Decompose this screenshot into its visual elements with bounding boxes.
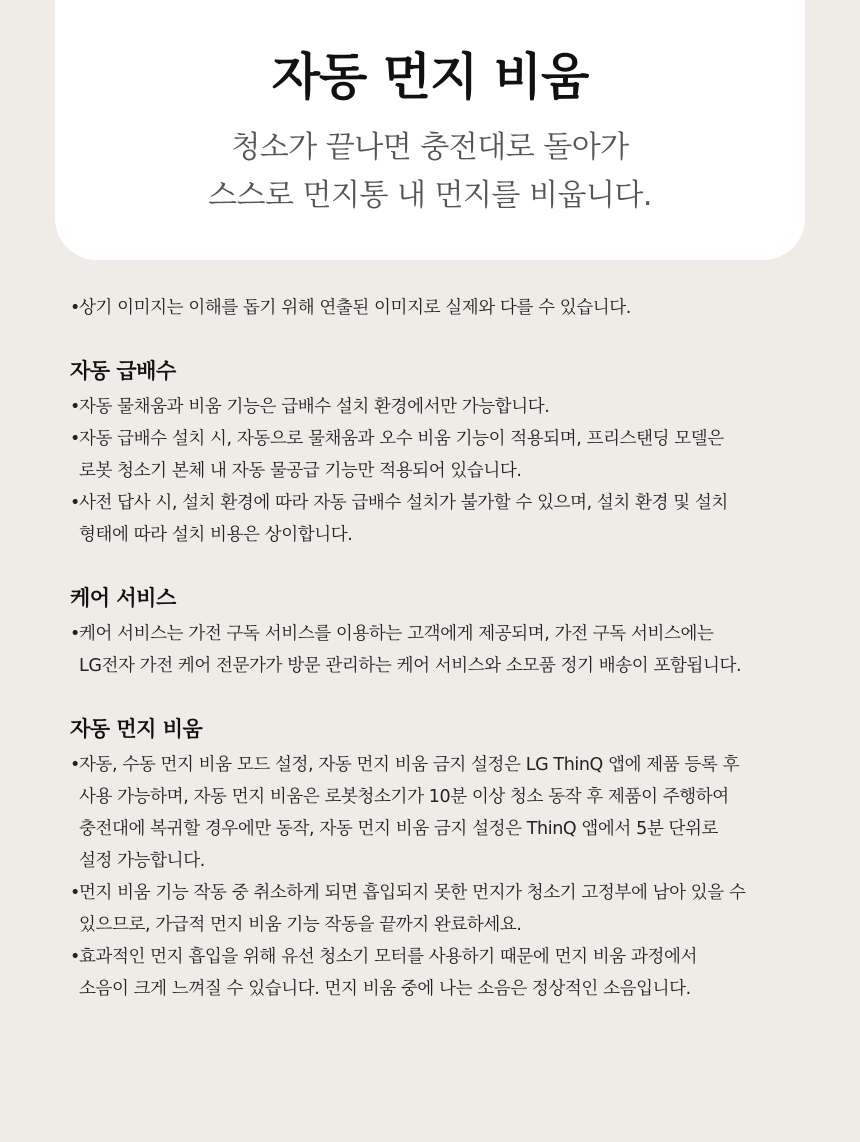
list-item: • 자동 급배수 설치 시, 자동으로 물채움과 오수 비움 기능이 적용되며, 프리스탠딩 모델은 로봇 청소기 본체 내 자동 물공급 기능만 적용되어 있습니다.	[70, 423, 790, 487]
list-item: • 효과적인 먼지 흡입을 위해 유선 청소기 모터를 사용하기 때문에 먼지 비움 과정에서 소음이 크게 느껴질 수 있습니다. 먼지 비움 중에 나는 소음은 정상적인 소음입니다.	[70, 941, 790, 1005]
disclaimer-note: • 상기 이미지는 이해를 돕기 위해 연출된 이미지로 실제와 다를 수 있습니다.	[70, 292, 790, 324]
list-item: • 사전 답사 시, 설치 환경에 따라 자동 급배수 설치가 불가할 수 있으며, 설치 환경 및 설치 형태에 따라 설치 비용은 상이합니다.	[70, 487, 790, 551]
subtitle-line: 청소가 끝나면 충전대로 돌아가	[231, 130, 629, 165]
header-card	[55, 0, 805, 260]
page-title: 자동 먼지 비움	[271, 48, 589, 106]
list-item: • 자동 물채움과 비움 기능은 급배수 설치 환경에서만 가능합니다.	[70, 391, 790, 423]
list-item: • 먼지 비움 기능 작동 중 취소하게 되면 흡입되지 못한 먼지가 청소기 고정부에 남아 있을 수 있으므로, 가급적 먼지 비움 기능 작동을 끝까지 완료하세요.	[70, 877, 790, 941]
section-heading: 자동 급배수	[70, 359, 176, 383]
section-heading: 자동 먼지 비움	[70, 717, 203, 741]
section-care-service	[70, 581, 790, 682]
section-heading: 케어 서비스	[70, 586, 176, 610]
subtitle-line: 스스로 먼지통 내 먼지를 비웁니다.	[208, 178, 652, 213]
section-auto-water	[70, 354, 790, 551]
list-item: • 케어 서비스는 가전 구독 서비스를 이용하는 고객에게 제공되며, 가전 구독 서비스에는 LG전자 가전 케어 전문가가 방문 관리하는 케어 서비스와 소모품 정기 배송이 포함됩니다.	[70, 618, 790, 682]
section-auto-dust-empty	[70, 712, 790, 1005]
notes-content	[70, 292, 790, 1005]
page-subtitle	[55, 124, 805, 220]
list-item: • 자동, 수동 먼지 비움 모드 설정, 자동 먼지 비움 금지 설정은 LG ThinQ 앱에 제품 등록 후 사용 가능하며, 자동 먼지 비움은 로봇청소기가 10분 이상 청소 동작 후 제품이 주행하여 충전대에 복귀할 경우에만 동작, 자동 먼지 비움 금지 설정은 ThinQ 앱에서 5분 단위로 설정 가능합니다.	[70, 749, 790, 877]
